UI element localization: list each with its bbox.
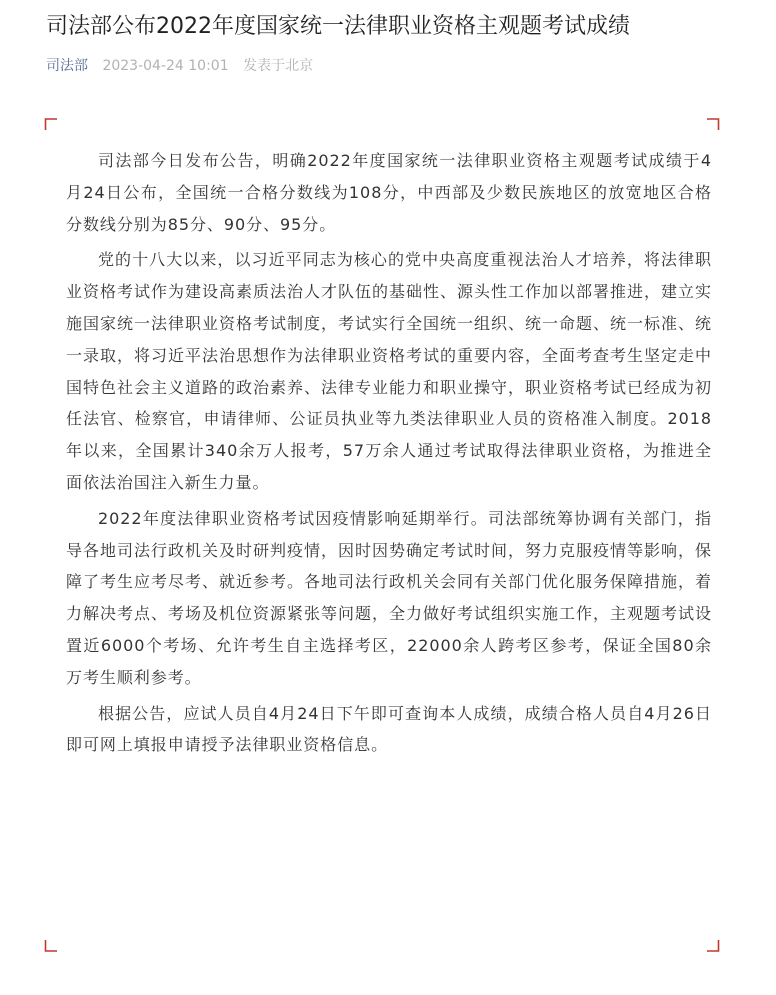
source-link[interactable]: 司法部 — [46, 58, 88, 74]
corner-bracket-top-right-icon — [706, 118, 720, 130]
paragraph: 党的十八大以来，以习近平同志为核心的党中央高度重视法治人才培养，将法律职业资格考试作为建设高素质法治人才队伍的基础性、源头性工作加以部署推进，建立实施国家统一法律职业资格考试制度，考试实行全国统一组织、统一命题、统一标准、统一录取，将习近平法治思想作为法律职业资格考试的重要内容，全面考查考生坚定走中国特色社会主义道路的政治素养、法律专业能力和职业操守，职业资格考试已经成为初任法官、检察官，申请律师、公证员执业等九类法律职业人员的资格准入制度。2018年以来，全国累计340余万人报考，57万余人通过考试取得法律职业资格，为推进全面依法治国注入新生力量。 — [66, 250, 712, 492]
article-body — [66, 145, 712, 765]
article-title: 司法部公布2022年度国家统一法律职业资格主观题考试成绩 — [46, 14, 630, 39]
corner-bracket-top-left-icon — [44, 118, 58, 130]
paragraph: 司法部今日发布公告，明确2022年度国家统一法律职业资格主观题考试成绩于4月24日公布，全国统一合格分数线为108分，中西部及少数民族地区的放宽地区合格分数线分别为85分、90分、95分。 — [66, 151, 712, 234]
corner-bracket-bottom-left-icon — [44, 940, 58, 952]
paragraph: 2022年度法律职业资格考试因疫情影响延期举行。司法部统筹协调有关部门，指导各地司法行政机关及时研判疫情，因时因势确定考试时间，努力克服疫情等影响，保障了考生应考尽考、就近参考。各地司法行政机关会同有关部门优化服务保障措施，着力解决考点、考场及机位资源紧张等问题，全力做好考试组织实施工作，主观题考试设置近6000个考场、允许考生自主选择考区，22000余人跨考区参考，保证全国80余万考生顺利参考。 — [66, 508, 712, 687]
article-meta — [46, 56, 323, 76]
corner-bracket-bottom-right-icon — [706, 940, 720, 952]
publish-location: 发表于北京 — [243, 58, 314, 74]
publish-datetime: 2023-04-24 10:01 — [102, 58, 229, 74]
paragraph: 根据公告，应试人员自4月24日下午即可查询本人成绩，成绩合格人员自4月26日即可网上填报申请授予法律职业资格信息。 — [66, 703, 712, 755]
